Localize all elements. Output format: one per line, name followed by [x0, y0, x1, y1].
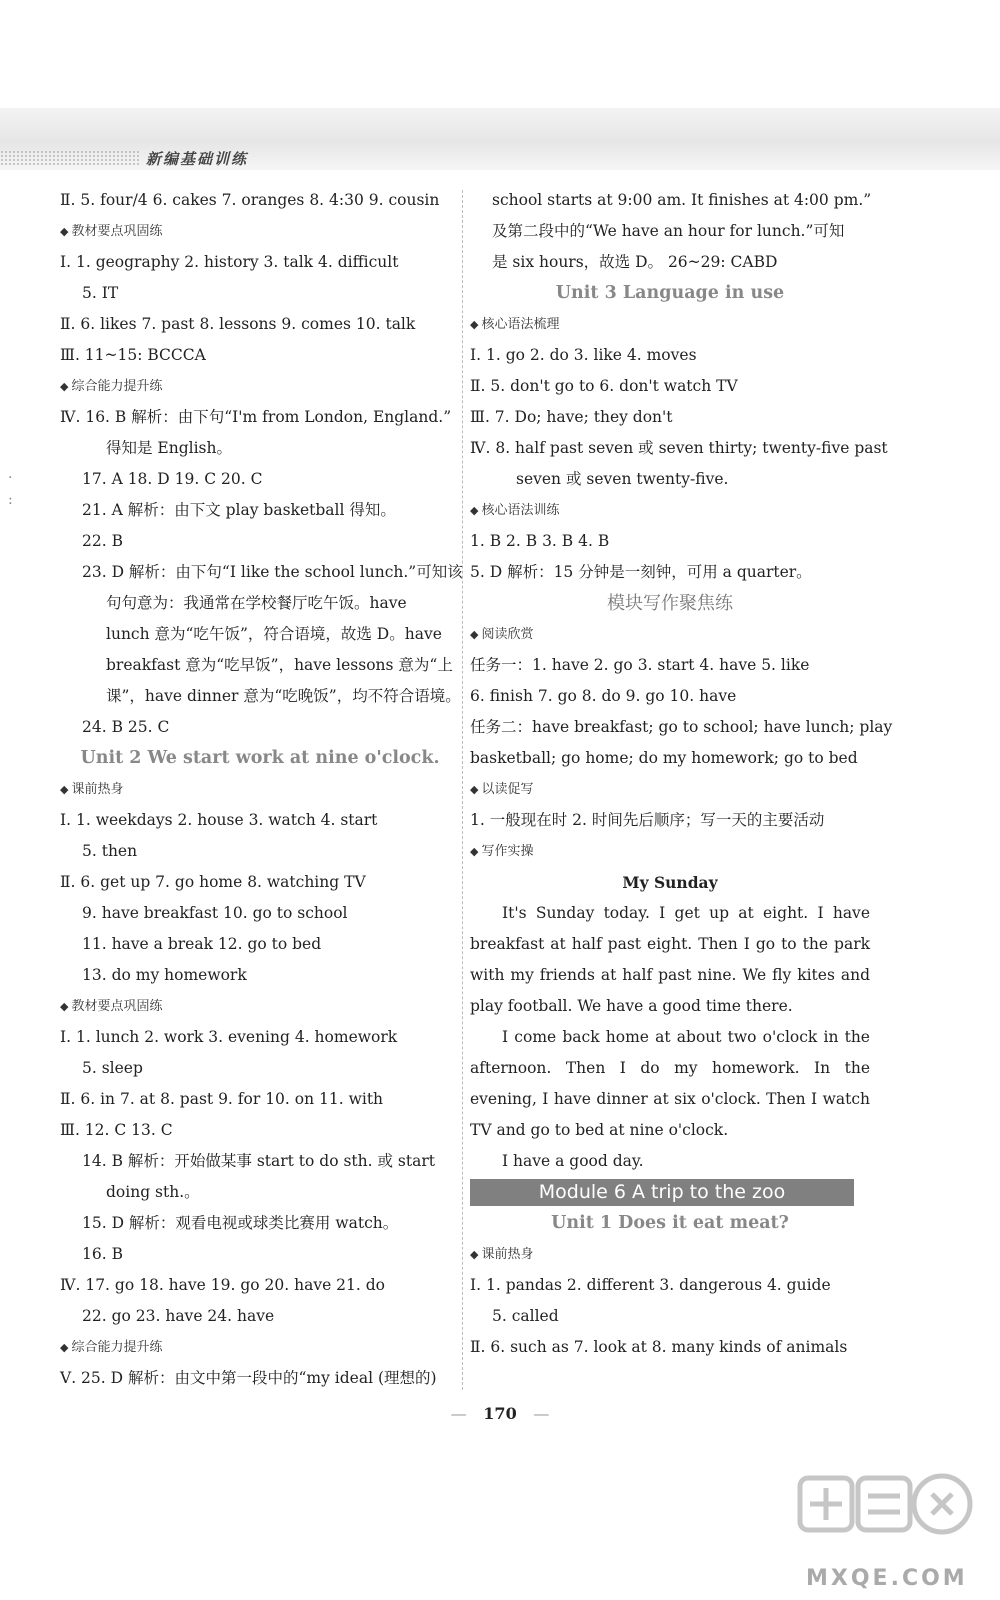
section-heading-label: 阅读欣赏 — [481, 627, 534, 642]
answer-line: 5. IT — [82, 284, 119, 302]
essay-paragraph: I come back home at about two o'clock in the afternoon. Then I do my homework. In the evening, I have dinner at six o'clock. Then I watch TV and go to bed at nine o'clock. — [470, 1028, 870, 1139]
answer-line: 1. 一般现在时 2. 时间先后顺序；写一天的主要活动 — [470, 811, 825, 829]
answer-line: lunch 意为“吃午饭”，符合语境，故选 D。have — [106, 625, 442, 643]
answer-line: Ⅱ. 6. likes 7. past 8. lessons 9. comes 10. talk — [60, 315, 416, 333]
diamond-bullet-icon: ◆ — [470, 783, 479, 796]
essay-paragraph: It's Sunday today. I get up at eight. I have breakfast at half past eight. Then I go to the park with my friends at half past nine. We fly kites and play football. We have a good time there. — [470, 904, 870, 1015]
answer-line: 24. B 25. C — [82, 718, 170, 736]
answer-line: Ⅳ. 16. B 解析：由下句“I'm from London, England.” — [60, 408, 452, 426]
essay-paragraph: I have a good day. — [502, 1152, 644, 1170]
answer-column-left — [60, 185, 463, 1394]
answer-line: 及第二段中的“We have an hour for lunch.”可知 — [492, 222, 845, 240]
answer-line: 13. do my homework — [82, 966, 247, 984]
section-heading — [470, 836, 870, 867]
answer-line: 5. called — [492, 1307, 559, 1325]
answer-line: 5. sleep — [82, 1059, 143, 1077]
diamond-bullet-icon: ◆ — [60, 1000, 69, 1013]
diamond-bullet-icon: ◆ — [60, 380, 69, 393]
section-heading — [470, 619, 870, 650]
answer-line: Ⅱ. 6. such as 7. look at 8. many kinds of animals — [470, 1338, 848, 1356]
answer-line: Ⅰ. 1. lunch 2. work 3. evening 4. homework — [60, 1028, 398, 1046]
diamond-bullet-icon: ◆ — [470, 504, 479, 517]
answer-line: Ⅲ. 7. Do; have; they don't — [470, 408, 673, 426]
answer-line: 21. A 解析：由下文 play basketball 得知。 — [82, 501, 396, 519]
answer-line: 14. B 解析：开始做某事 start to do sth. 或 start — [82, 1152, 435, 1170]
answer-line: 句句意为：我通常在学校餐厅吃午饭。have — [106, 594, 407, 612]
answer-line: Ⅲ. 11~15: BCCCA — [60, 346, 206, 364]
answer-line: 课”，have dinner 意为“吃晚饭”，均不符合语境。 — [106, 687, 461, 705]
diamond-bullet-icon: ◆ — [60, 783, 69, 796]
section-heading-label: 以读促写 — [481, 782, 534, 797]
answer-line: 得知是 English。 — [106, 439, 232, 457]
margin-mark: : — [8, 492, 13, 508]
answer-line: 9. have breakfast 10. go to school — [82, 904, 348, 922]
header-brand: 新编基础训练 — [146, 150, 249, 168]
section-heading-label: 综合能力提升练 — [71, 1340, 163, 1355]
answer-line: Ⅱ. 6. get up 7. go home 8. watching TV — [60, 873, 366, 891]
answer-line: basketball; go home; do my homework; go to bed — [470, 749, 858, 767]
answer-line: doing sth.。 — [106, 1183, 200, 1201]
section-heading-label: 核心语法训练 — [481, 503, 560, 518]
module-banner: Module 6 A trip to the zoo — [470, 1179, 854, 1206]
section-heading — [60, 991, 460, 1022]
diamond-bullet-icon: ◆ — [60, 225, 69, 238]
answer-line: 15. D 解析：观看电视或球类比赛用 watch。 — [82, 1214, 399, 1232]
diamond-bullet-icon: ◆ — [470, 318, 479, 331]
diamond-bullet-icon: ◆ — [470, 845, 479, 858]
answer-line: Ⅱ. 5. don't go to 6. don't watch TV — [470, 377, 738, 395]
unit-heading: Unit 2 We start work at nine o'clock. — [80, 748, 440, 768]
answer-line: 22. go 23. have 24. have — [82, 1307, 275, 1325]
answer-line: 6. finish 7. go 8. do 9. go 10. have — [470, 687, 737, 705]
section-heading-label: 综合能力提升练 — [71, 379, 163, 394]
section-heading — [470, 774, 870, 805]
section-heading-label: 课前热身 — [71, 782, 124, 797]
answer-line: Ⅰ. 1. weekdays 2. house 3. watch 4. start — [60, 811, 378, 829]
answer-line: school starts at 9:00 am. It finishes at 4:00 pm.” — [492, 191, 872, 209]
answer-line: Ⅴ. 25. D 解析：由文中第一段中的“my ideal (理想的) — [60, 1369, 437, 1387]
section-heading-label: 教材要点巩固练 — [71, 224, 163, 239]
answer-line: 5. then — [82, 842, 138, 860]
diamond-bullet-icon: ◆ — [60, 1341, 69, 1354]
answer-line: Ⅲ. 12. C 13. C — [60, 1121, 173, 1139]
page-number: — 170 — — [450, 1404, 550, 1423]
answer-line: 任务二：have breakfast; go to school; have lunch; play — [470, 718, 893, 736]
section-heading — [470, 1239, 870, 1270]
section-heading-label: 写作实操 — [481, 844, 534, 859]
column-divider — [462, 190, 463, 1390]
answer-line: 22. B — [82, 532, 123, 550]
answer-line: 是 six hours，故选 D。 26~29: CABD — [492, 253, 778, 271]
section-heading — [60, 216, 460, 247]
answer-line: 11. have a break 12. go to bed — [82, 935, 322, 953]
watermark-logo-icon — [796, 1470, 976, 1580]
section-heading — [470, 495, 870, 526]
section-heading — [60, 371, 460, 402]
answer-line: Ⅱ. 5. four/4 6. cakes 7. oranges 8. 4:30 9. cousin — [60, 191, 440, 209]
answer-line: Ⅱ. 6. in 7. at 8. past 9. for 10. on 11. with — [60, 1090, 384, 1108]
answer-line: breakfast 意为“吃早饭”，have lessons 意为“上 — [106, 656, 453, 674]
answer-line: Ⅳ. 17. go 18. have 19. go 20. have 21. do — [60, 1276, 386, 1294]
answer-line: 16. B — [82, 1245, 123, 1263]
diamond-bullet-icon: ◆ — [470, 628, 479, 641]
answer-line: 17. A 18. D 19. C 20. C — [82, 470, 263, 488]
answer-line: Ⅳ. 8. half past seven 或 seven thirty; twenty-five past — [470, 439, 888, 457]
header-dot-pattern — [0, 150, 140, 166]
answer-line: Ⅰ. 1. pandas 2. different 3. dangerous 4. guide — [470, 1276, 831, 1294]
section-heading-label: 核心语法梳理 — [481, 317, 560, 332]
margin-mark: · — [8, 470, 13, 486]
section-heading-label: 课前热身 — [481, 1247, 534, 1262]
page-number-value: 170 — [483, 1404, 517, 1423]
answer-column-right — [470, 185, 893, 1363]
answer-line: 1. B 2. B 3. B 4. B — [470, 532, 610, 550]
unit-heading: Unit 3 Language in use — [555, 283, 785, 303]
section-heading — [470, 309, 870, 340]
answer-line: Ⅰ. 1. geography 2. history 3. talk 4. difficult — [60, 253, 399, 271]
section-title: 模块写作聚焦练 — [607, 593, 733, 614]
section-heading — [60, 774, 460, 805]
watermark-text: MXQE.COM — [806, 1566, 968, 1591]
answer-line: Ⅰ. 1. go 2. do 3. like 4. moves — [470, 346, 697, 364]
section-heading-label: 教材要点巩固练 — [71, 999, 163, 1014]
answer-line: seven 或 seven twenty-five. — [516, 470, 729, 488]
diamond-bullet-icon: ◆ — [470, 1248, 479, 1261]
unit-heading: Unit 1 Does it eat meat? — [551, 1213, 789, 1233]
answer-line: 任务一：1. have 2. go 3. start 4. have 5. like — [470, 656, 810, 674]
essay-title: My Sunday — [622, 873, 718, 892]
answer-line: 5. D 解析：15 分钟是一刻钟，可用 a quarter。 — [470, 563, 812, 581]
answer-line: 23. D 解析：由下句“I like the school lunch.”可知该 — [82, 563, 463, 581]
section-heading — [60, 1332, 460, 1363]
